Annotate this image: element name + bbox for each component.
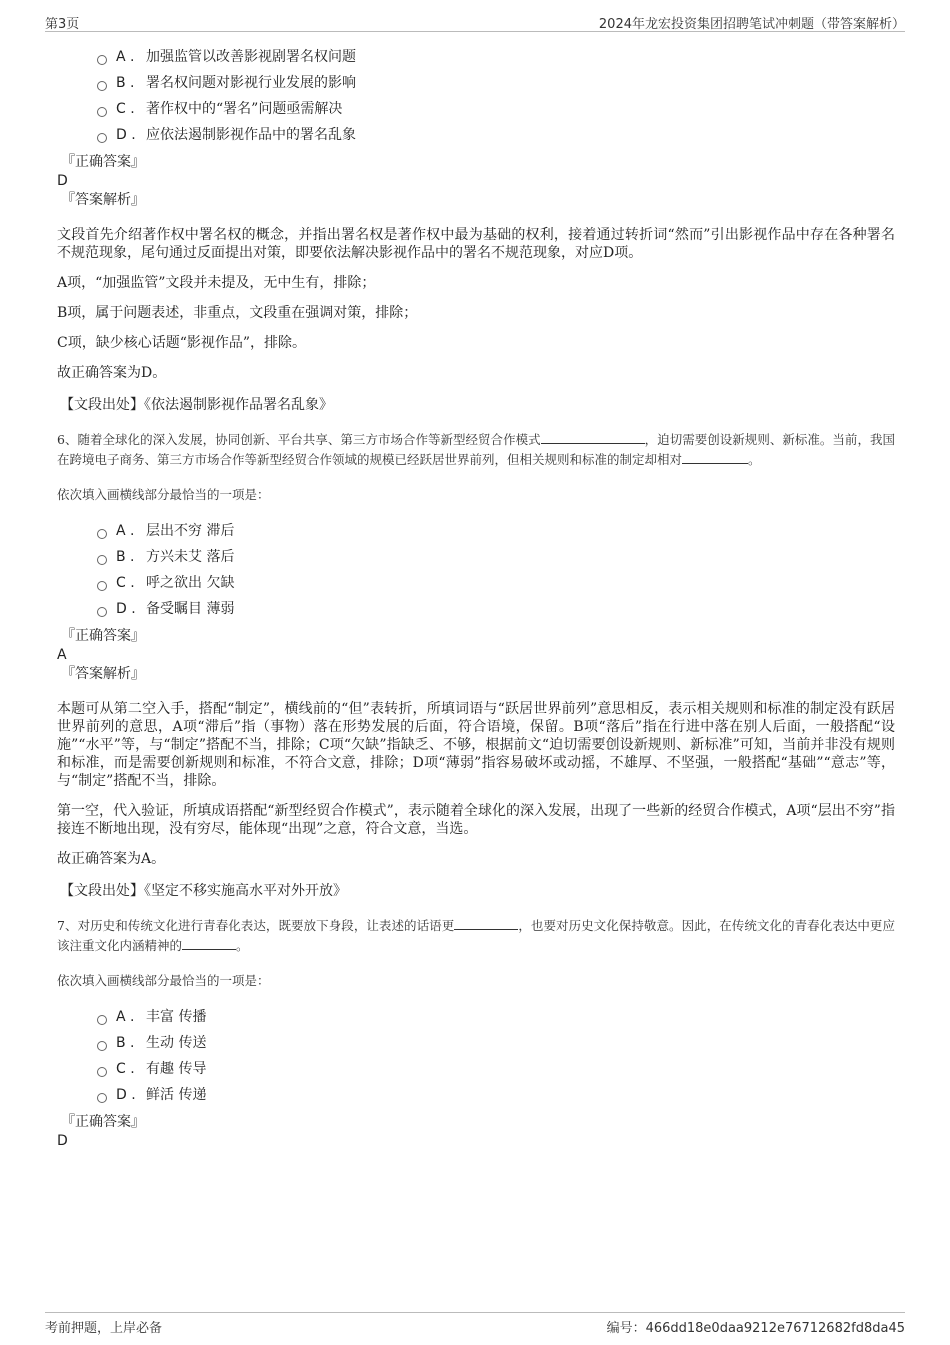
q6-stem: [57, 430, 895, 470]
q6-analysis-paragraph: 第一空，代入验证，所填成语搭配“新型经贸合作模式”，表示随着全球化的深入发展，出现了一些新的经贸合作模式，A项“层出不穷”指接连不断地出现，没有穷尽，能体现“出现”之意，符合文意，当选。: [57, 803, 895, 837]
option-text: 方兴未艾 落后: [146, 549, 235, 565]
option-text: 丰富 传播: [146, 1009, 207, 1025]
q7-answer: D: [57, 1133, 68, 1149]
q7-stem-part: 7、对历史和传统文化进行青春化表达，既要放下身段，让表述的话语更: [57, 918, 455, 933]
q5-analysis-paragraph: C项，缺少核心话题“影视作品”，排除。: [57, 335, 307, 351]
q6-option-b[interactable]: [97, 544, 895, 570]
option-text: 层出不穷 滞后: [146, 523, 235, 539]
option-text: 署名权问题对影视行业发展的影响: [146, 75, 356, 91]
radio-icon[interactable]: [97, 55, 107, 65]
radio-icon[interactable]: [97, 529, 107, 539]
option-letter: A .: [116, 523, 135, 539]
option-letter: A .: [116, 1009, 135, 1025]
q6-blank-1: [541, 430, 645, 444]
q6-prompt: 依次填入画横线部分最恰当的一项是：: [57, 487, 270, 502]
q6-analysis-paragraph: 故正确答案为A。: [57, 851, 166, 867]
q5-options: [97, 44, 895, 148]
page-header: [45, 12, 905, 32]
radio-icon[interactable]: [97, 555, 107, 565]
q5-analysis-paragraph: 文段首先介绍著作权中署名权的概念，并指出署名权是著作权中最为基础的权利，接着通过转折词“然而”引出影视作品中存在各种署名不规范现象，尾句通过反面提出对策，即要依法解决影视作品中的署名不规范现象，对应D项。: [57, 227, 895, 261]
q5-option-c[interactable]: [97, 96, 895, 122]
q6-answer-label: 『正确答案』: [61, 628, 145, 644]
option-text: 应依法遏制影视作品中的署名乱象: [146, 127, 356, 143]
option-text: 加强监管以改善影视剧署名权问题: [146, 49, 356, 65]
option-text: 生动 传送: [146, 1035, 207, 1051]
option-text: 有趣 传导: [146, 1061, 207, 1077]
option-text: 著作权中的“署名”问题亟需解决: [146, 101, 343, 117]
q7-option-d[interactable]: [97, 1082, 895, 1108]
radio-icon[interactable]: [97, 1015, 107, 1025]
option-text: 备受瞩目 薄弱: [146, 601, 235, 617]
q6-option-c[interactable]: [97, 570, 895, 596]
option-text: 呼之欲出 欠缺: [146, 575, 235, 591]
option-letter: C .: [116, 575, 135, 591]
q5-option-a[interactable]: [97, 44, 895, 70]
q6-analysis-paragraph: 本题可从第二空入手，搭配“制定”，横线前的“但”表转折，所填词语与“跃居世界前列”意思相反，表示相关规则和标准的制定没有跃居世界前列的意思，A项“滞后”指（事物）落在形势发展的后面，符合语境，保留。B项“落后”指在行进中落在别人后面，一般搭配“设施”“水平”等，与“制定”搭配不当，排除；C项“欠缺”指缺乏、不够，根据前文“迫切需要创设新规则、新标准”可知，当前并非没有规则和标准，而是需要创新规则和标准，不符合文意，排除；D项“薄弱”指容易破坏或动摇，不雄厚、不坚强，一般搭配“基础”“意志”等，与“制定”搭配不当，排除。: [57, 701, 895, 789]
option-letter: B .: [116, 549, 135, 565]
q7-stem-part: ，也要对历史文化保持敬意。因此，在传统文化的青春化表达中更应该注重文化内涵精神的: [57, 918, 895, 953]
radio-icon[interactable]: [97, 581, 107, 591]
document-id: 编号：466dd18e0daa9212e76712682fd8da45: [606, 1321, 905, 1336]
q6-blank-2: [682, 450, 748, 464]
option-text: 鲜活 传递: [146, 1087, 207, 1103]
option-letter: B .: [116, 75, 135, 91]
q7-option-b[interactable]: [97, 1030, 895, 1056]
q5-analysis-paragraph: 故正确答案为D。: [57, 365, 167, 381]
radio-icon[interactable]: [97, 133, 107, 143]
radio-icon[interactable]: [97, 607, 107, 617]
page-content: [57, 44, 895, 1150]
page-footer: [45, 1312, 905, 1334]
q6-stem-part: 6、随着全球化的深入发展，协同创新、平台共享、第三方市场合作等新型经贸合作模式: [57, 432, 541, 447]
q6-source: 【文段出处】《坚定不移实施高水平对外开放》: [60, 883, 347, 899]
q7-blank-1: [454, 916, 518, 930]
radio-icon[interactable]: [97, 1093, 107, 1103]
q6-stem-part: ，迫切需要创设新规则、新标准。当前，我国在跨境电子商务、第三方市场合作等新型经贸合作领域的规模已经跃居世界前列，但相关规则和标准的制定却相对: [57, 432, 895, 467]
radio-icon[interactable]: [97, 1067, 107, 1077]
q6-stem-part: 。: [748, 452, 761, 467]
footer-slogan: 考前押题，上岸必备: [45, 1321, 163, 1336]
document-title: 2024年龙宏投资集团招聘笔试冲刺题（带答案解析）: [598, 17, 905, 32]
q5-analysis-paragraph: B项，属于问题表述，非重点，文段重在强调对策，排除；: [57, 305, 418, 321]
q7-stem: [57, 916, 895, 956]
option-letter: D .: [116, 127, 136, 143]
q7-answer-label: 『正确答案』: [61, 1114, 145, 1130]
q7-blank-2: [182, 936, 236, 950]
q6-options: [97, 518, 895, 622]
q7-option-a[interactable]: [97, 1004, 895, 1030]
option-letter: D .: [116, 601, 136, 617]
q6-option-a[interactable]: [97, 518, 895, 544]
q5-analysis-paragraph: A项，“加强监管”文段并未提及，无中生有，排除；: [57, 275, 376, 291]
page-number: 第3页: [45, 17, 80, 32]
option-letter: C .: [116, 101, 135, 117]
option-letter: D .: [116, 1087, 136, 1103]
q5-source: 【文段出处】《依法遏制影视作品署名乱象》: [60, 397, 333, 413]
option-letter: B .: [116, 1035, 135, 1051]
q5-answer: D: [57, 173, 68, 189]
radio-icon[interactable]: [97, 81, 107, 91]
q6-option-d[interactable]: [97, 596, 895, 622]
option-letter: A .: [116, 49, 135, 65]
q7-options: [97, 1004, 895, 1108]
q7-prompt: 依次填入画横线部分最恰当的一项是：: [57, 973, 270, 988]
option-letter: C .: [116, 1061, 135, 1077]
q5-option-b[interactable]: [97, 70, 895, 96]
radio-icon[interactable]: [97, 107, 107, 117]
q5-analysis-label: 『答案解析』: [61, 192, 145, 208]
q7-option-c[interactable]: [97, 1056, 895, 1082]
radio-icon[interactable]: [97, 1041, 107, 1051]
q5-option-d[interactable]: [97, 122, 895, 148]
q6-answer: A: [57, 647, 67, 663]
q5-answer-label: 『正确答案』: [61, 154, 145, 170]
q6-analysis-label: 『答案解析』: [61, 666, 145, 682]
q7-stem-part: 。: [236, 938, 249, 953]
